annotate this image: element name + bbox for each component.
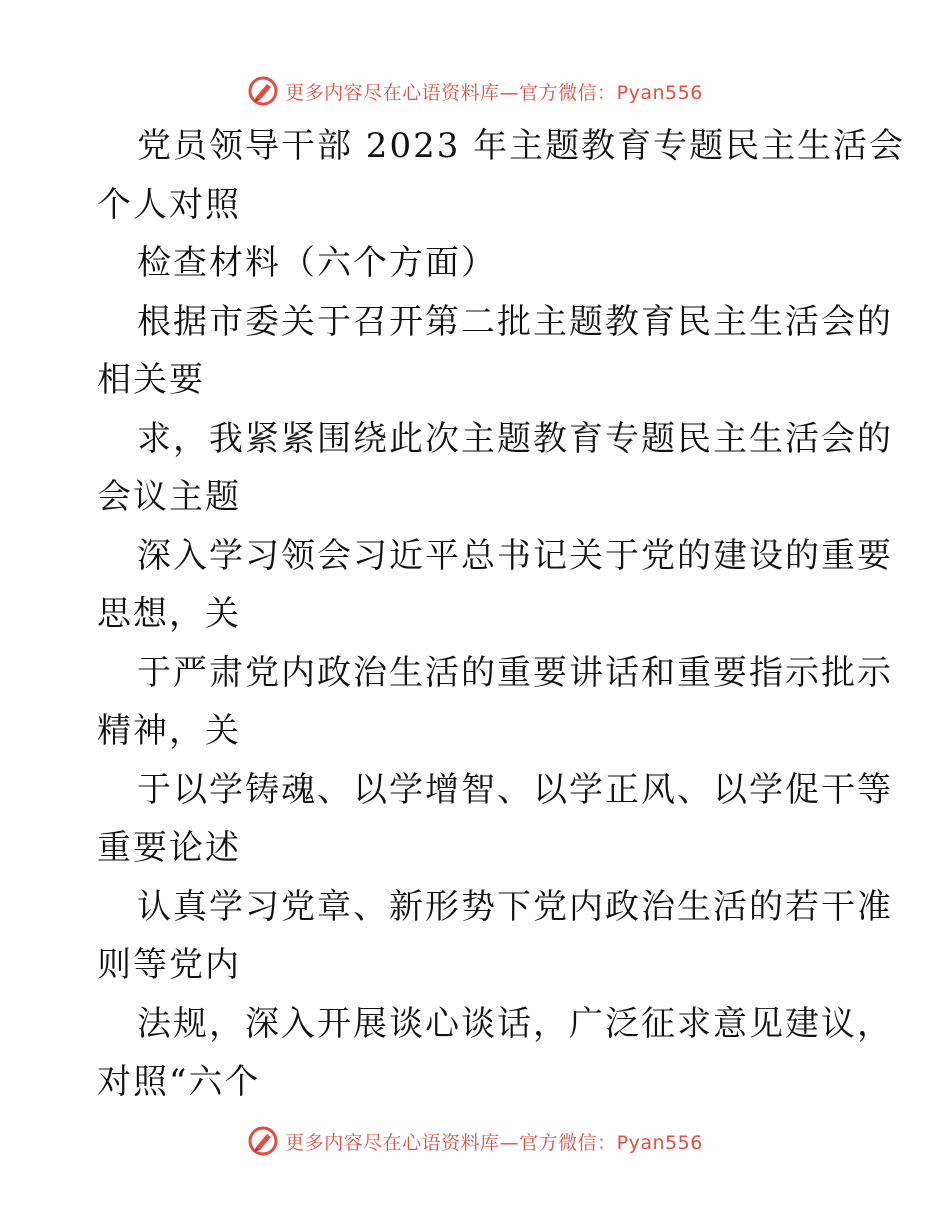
document-body bbox=[97, 117, 906, 1112]
text-line: 于严肃党内政治生活的重要讲话和重要指示批示 bbox=[137, 652, 893, 693]
text-line: 深入学习领会习近平总书记关于党的建设的重要 bbox=[137, 535, 893, 576]
text-line: 则等党内 bbox=[97, 945, 241, 985]
text-line: 相关要 bbox=[97, 360, 205, 400]
text-line: 认真学习党章、新形势下党内政治生活的若干准 bbox=[137, 886, 893, 927]
header-watermark bbox=[0, 71, 950, 111]
text-line: 求，我紧紧围绕此次主题教育专题民主生活会的 bbox=[137, 418, 893, 459]
pen-logo-icon bbox=[247, 75, 279, 107]
pen-logo-icon bbox=[247, 1125, 279, 1157]
watermark-text: 更多内容尽在心语资料库—官方微信：Pyan556 bbox=[285, 81, 703, 104]
text-line: 党员领导干部 2023 年主题教育专题民主生活会 bbox=[137, 126, 906, 166]
text-line: 会议主题 bbox=[97, 477, 241, 517]
text-line: 精神，关 bbox=[97, 711, 241, 751]
text-line: 对照“六个 bbox=[97, 1062, 261, 1102]
watermark-text: 更多内容尽在心语资料库—官方微信：Pyan556 bbox=[285, 1131, 703, 1154]
text-line: 思想，关 bbox=[97, 594, 241, 634]
text-line: 个人对照 bbox=[97, 184, 241, 225]
text-line: 重要论述 bbox=[97, 828, 241, 868]
text-line: 检查材料（六个方面） bbox=[137, 243, 497, 283]
text-line: 根据市委关于召开第二批主题教育民主生活会的 bbox=[137, 301, 893, 342]
text-line: 于以学铸魂、以学增智、以学正风、以学促干等 bbox=[137, 769, 893, 810]
footer-watermark bbox=[0, 1121, 950, 1161]
text-line: 法规，深入开展谈心谈话，广泛征求意见建议， bbox=[137, 1003, 893, 1044]
